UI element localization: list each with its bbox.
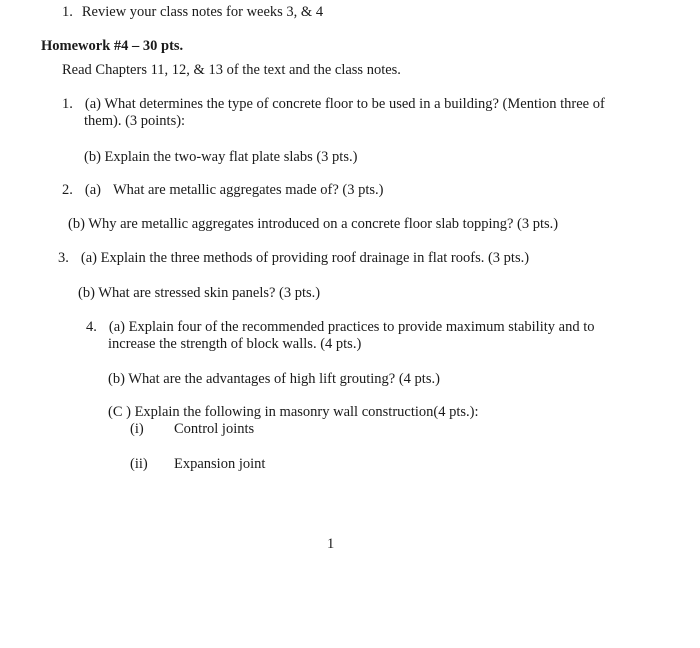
review-text: Review your class notes for weeks 3, & 4 bbox=[81, 4, 324, 20]
homework-intro: Read Chapters 11, 12, & 13 of the text and the class notes. bbox=[62, 62, 401, 78]
question-1-number: 1. bbox=[62, 96, 73, 112]
page-number: 1 bbox=[327, 536, 335, 552]
question-2a bbox=[62, 181, 384, 199]
question-4a-line2: increase the strength of block walls. (4 pts.) bbox=[108, 336, 362, 352]
question-4c-ii bbox=[130, 455, 265, 473]
question-4b: (b) What are the advantages of high lift grouting? (4 pts.) bbox=[108, 371, 440, 387]
question-2b: (b) Why are metallic aggregates introduced on a concrete floor slab topping? (3 pts.) bbox=[68, 216, 559, 232]
question-4c-i-text: Control joints bbox=[174, 421, 255, 437]
question-4c-i-label: (i) bbox=[130, 421, 144, 437]
question-2a-label: (a) bbox=[84, 182, 101, 198]
question-4a-line1: (a) Explain four of the recommended practices to provide maximum stability and to bbox=[108, 319, 595, 335]
question-1a bbox=[62, 95, 605, 113]
question-3a bbox=[58, 249, 529, 267]
question-4-number: 4. bbox=[86, 319, 97, 335]
question-3a-text: (a) Explain the three methods of providing roof drainage in flat roofs. (3 pts.) bbox=[80, 250, 530, 266]
review-number: 1. bbox=[62, 4, 73, 20]
question-3-number: 3. bbox=[58, 250, 69, 266]
question-4a bbox=[86, 318, 594, 336]
question-4c-ii-label: (ii) bbox=[130, 456, 148, 472]
question-1b: (b) Explain the two-way flat plate slabs (3 pts.) bbox=[84, 149, 358, 165]
question-1a-line1: (a) What determines the type of concrete floor to be used in a building? (Mention three of bbox=[84, 96, 605, 112]
question-4c: (C ) Explain the following in masonry wall construction(4 pts.): bbox=[108, 404, 479, 420]
question-3b: (b) What are stressed skin panels? (3 pts.) bbox=[78, 285, 321, 301]
question-2a-text: What are metallic aggregates made of? (3 pts.) bbox=[112, 182, 384, 198]
question-4c-i bbox=[130, 420, 254, 438]
review-item bbox=[62, 3, 323, 21]
question-2-number: 2. bbox=[62, 182, 73, 198]
question-4c-ii-text: Expansion joint bbox=[174, 456, 266, 472]
question-1a-line2: them). (3 points): bbox=[84, 113, 186, 129]
homework-heading: Homework #4 – 30 pts. bbox=[41, 38, 184, 54]
